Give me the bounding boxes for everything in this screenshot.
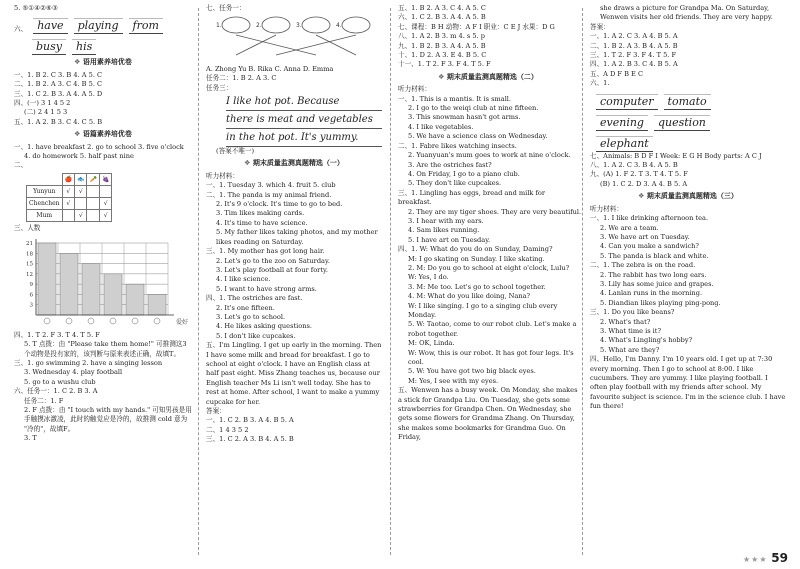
answer-line: 2. Yuanyuan's mum goes to work at nine o'clock. — [408, 151, 571, 160]
answer-line: 一、1. B 2. C 3. B 4. A 5. C — [14, 70, 103, 79]
answer-line: 三、1. My mother has got long hair. — [206, 247, 325, 256]
answer-line: 一、1. C 2. B 3. A 4. B 5. A — [206, 416, 294, 425]
answer-line: A. Zhong Yu B. Rika C. Anna D. Emma — [206, 64, 334, 73]
answer-line: 五、A D F B E C — [590, 69, 643, 78]
tick-label: 15 — [26, 261, 33, 268]
handwriting-row — [590, 89, 786, 110]
answer-line: 2. F 点拨：由 "I touch with my hands." 可知男孩是用手触摸冰激凌，此时的触觉应是冷的，故推测 cold 意为 "冷的"，故填F。 — [24, 405, 192, 433]
answer-line: 六、任务一：1. C 2. B 3. A — [14, 387, 98, 396]
answer-line: 七、任务一： — [206, 4, 246, 12]
bar — [126, 284, 144, 315]
answer-line: 一、1. I like drinking afternoon tea. — [590, 214, 709, 223]
answer-line: 2. M: Do you go to school at eight o'clock, Lulu? — [408, 263, 570, 272]
column-2 — [206, 4, 382, 557]
answer-line: 2. Let's go to the zoo on Saturday. — [216, 256, 330, 265]
answer-line: 听力材料： — [206, 171, 239, 180]
answer-line: 一、1. This is a mantis. It is small. — [398, 94, 512, 103]
answer-block — [590, 152, 786, 190]
column-4 — [590, 4, 786, 557]
handwritten-word: question — [654, 115, 710, 131]
category-icon — [44, 318, 50, 324]
answer-line: 十一、1. T 2. F 3. F 4. T 5. F — [398, 60, 491, 69]
bar — [38, 243, 56, 315]
answer-line: 4. Sam likes running. — [408, 226, 480, 235]
answer-line: 4. He likes asking questions. — [216, 322, 312, 331]
answer-block — [398, 4, 578, 70]
bar — [82, 264, 100, 315]
answer-line: 4. On Friday, I go to a piano club. — [408, 169, 520, 178]
answer-line: M: Yes, I see with my eyes. — [408, 376, 499, 385]
column-divider — [198, 8, 199, 555]
answer-line: 八、1. A 2. B 3. m 4. s 5. p — [398, 32, 485, 41]
answer-line: (B) 1. C 2. D 3. A 4. B 5. A — [600, 179, 688, 188]
answer-line: 4. I like science. — [216, 275, 271, 284]
handwritten-word: evening — [596, 115, 648, 131]
answer-line: 4. I like vegetables. — [408, 122, 474, 131]
answer-block — [590, 205, 786, 412]
answer-line: 5. What are they? — [600, 345, 660, 354]
tick-label: 12 — [26, 272, 33, 279]
section-heading: ❖ 期末质量监测真题精选（一） — [244, 159, 344, 168]
handwriting-row — [14, 34, 192, 55]
section-heading: ❖ 期末质量监测真题精选（二） — [438, 72, 538, 81]
answer-line: 四、(一) 3 1 4 5 2 — [14, 99, 71, 108]
answer-line: 2. The rabbit has two long ears. — [600, 270, 707, 279]
answer-line: 四、1. The ostriches are fast. — [206, 294, 303, 303]
answer-line: 任务三： — [206, 83, 233, 92]
matching-illustration — [206, 13, 376, 61]
table-row: Mum √ √ — [27, 209, 112, 221]
answer-line: 4. What's Lingling's hobby? — [600, 336, 693, 345]
answer-line: 2. What's that? — [600, 317, 651, 326]
answer-line: 5. The panda is black and white. — [600, 251, 709, 260]
answer-line: 三、1. T 2. F 3. F 4. T 5. F — [590, 51, 677, 60]
answer-line: 3. What time is it? — [600, 326, 661, 335]
answer-line: 5. We have a science class on Wednesday. — [408, 132, 548, 141]
answer-line: 五、I'm Lingling. I get up early in the morning. Then I have some milk and bread for breakfast. I go to school at eight o'clock. I have an English class at half past eight. Miss Zhang teaches us, because our English teacher Ms Li isn't well today. She has to rest at home. After school, I want to make a yummy cupcake for her. — [206, 341, 382, 406]
answer-line: 二、 — [14, 161, 28, 170]
bar — [104, 274, 122, 315]
answer-line: 一、1. Tuesday 3. which 4. fruit 5. club — [206, 181, 336, 190]
category-icon — [110, 318, 116, 324]
section-heading: ❖ 语篇素养培优卷 — [74, 130, 132, 139]
tick-label: 3 — [29, 302, 33, 309]
handwritten-word: playing — [74, 18, 123, 34]
handwritten-answer: I like hot pot. Because — [226, 93, 382, 111]
answer-line: (答案不唯一) — [216, 147, 255, 156]
answer-line: 5. W: Taotao, come to our robot club. Let's make a robot together. — [408, 320, 577, 338]
handwritten-word: have — [33, 18, 67, 34]
svg-text:4.: 4. — [336, 22, 342, 30]
answer-line: 5. My father likes taking photos, and my mother likes reading on Saturday. — [216, 228, 378, 246]
answer-block — [206, 172, 382, 445]
answer-line: 5. I don't like cupcakes. — [216, 331, 296, 340]
answer-line: 3. Tim likes making cards. — [216, 209, 305, 218]
handwritten-word: elephant — [596, 136, 653, 152]
answer-line: she draws a picture for Grandpa Ma. On Saturday, Wenwen visits her old friends. They are very happy. — [600, 4, 773, 22]
tick-label: 21 — [26, 241, 33, 248]
answer-line: W: Wow, this is our robot. It has got four legs. It's cool. — [408, 348, 574, 367]
answer-line: 3. Let's play football at four forty. — [216, 265, 328, 274]
handwriting-row — [590, 110, 786, 131]
answer-line: 2. It's one fifteen. — [216, 303, 275, 312]
category-icon — [132, 318, 138, 324]
column-3 — [398, 4, 582, 557]
answer-line: 一、1. A 2. C 3. A 4. B 5. A — [590, 32, 678, 41]
hobby-bar-chart — [14, 235, 189, 327]
answer-line: 六、1. — [590, 79, 610, 88]
answer-line: 七、Animals: B D F I Week: E G H Body parts: A C J — [590, 151, 762, 160]
answer-line: 二、1 4 3 5 2 — [206, 425, 249, 434]
answer-line: 5. I have art on Tuesday. — [408, 235, 491, 244]
answer-line: 三、1. Do you like beans? — [590, 308, 675, 317]
column-divider — [582, 8, 583, 555]
answer-line: 听力材料： — [398, 85, 431, 94]
answer-line: 2. It's 9 o'clock. It's time to go to bed. — [216, 200, 343, 209]
answer-table: 🍎 🐟 🥕 🍇 Yunyun √ √ Chenchen √ √ Mum √ √ — [26, 173, 112, 222]
answer-line: W: I like singing. I go to a singing club every Monday. — [408, 301, 558, 319]
svg-text:3.: 3. — [296, 22, 302, 30]
answer-line: 3. This snowman hasn't got arms. — [408, 113, 521, 122]
svg-text:1.: 1. — [216, 22, 222, 30]
handwritten-word: tomato — [664, 94, 711, 110]
answer-line: 二、1. Fabre likes watching insects. — [398, 141, 517, 150]
answer-line: 5. Diandian likes playing ping-pong. — [600, 298, 721, 307]
tick-label: 18 — [26, 251, 33, 258]
answer-line: 2. They are my tiger shoes. They are very beautiful. — [408, 207, 582, 216]
answer-line: 5. go to a wushu club — [24, 377, 96, 386]
answer-line: W: Yes, I do. — [408, 273, 449, 282]
x-axis-label: 爱好 — [176, 319, 189, 327]
answer-line: 二、1. The panda is my animal friend. — [206, 190, 332, 199]
answer-line: 三、1. C 2. B 3. A 4. A 5. D — [14, 89, 103, 98]
answer-line: 九、(A) 1. F 2. T 3. T 4. T 5. F — [590, 170, 688, 179]
answer-line: (二) 2 4 1 5 3 — [24, 108, 68, 117]
answer-line: 4. M: What do you like doing, Nana? — [408, 292, 531, 301]
answer-line: 5. They don't like cupcakes. — [408, 179, 502, 188]
answer-line: 4. It's time to have science. — [216, 218, 308, 227]
answer-line: 五、Wenwen has a busy week. On Monday, she makes a stick for Grandpa Liu. On Tuesday, she gets some strawberries for Grandpa Chen. On Wednesday, she gets some flowers for Grandma Zhang. On Thursday, she makes some bookmarks for Grandma Guo. On Friday, — [398, 386, 578, 442]
answer-line: 5. I want to have strong arms. — [216, 284, 317, 293]
answer-line: 4. Lanlan runs in the morning. — [600, 289, 703, 298]
answer-line: M: I go skating on Sunday. I like skating. — [408, 254, 545, 263]
answer-line: 三、1. C 2. A 3. B 4. A 5. B — [206, 435, 294, 444]
answer-line: 任务二：1. B 2. A 3. C — [206, 74, 277, 83]
category-icon — [88, 318, 94, 324]
handwritten-word: from — [129, 18, 163, 34]
answer-line: 4. do homework 5. half past nine — [24, 152, 134, 161]
bar — [60, 254, 78, 316]
tick-label: 9 — [29, 282, 33, 289]
table-row: Yunyun √ √ — [27, 185, 112, 197]
answer-line: 八、1. A 2. C 3. B 4. A 5. B — [590, 161, 678, 170]
answer-line: 3. M: Me too. Let's go to school together. — [408, 282, 546, 291]
svg-text:2.: 2. — [256, 22, 262, 30]
answer-line: 3. I hear with my ears. — [408, 216, 484, 225]
answer-line: 4. Can you make a sandwich? — [600, 242, 699, 251]
answer-line: 四、1. A 2. B 3. C 4. B 5. A — [590, 60, 678, 69]
handwriting-row — [14, 13, 192, 34]
answer-line: 3. Are the ostriches fast? — [408, 160, 492, 169]
answer-line: M: OK, Linda. — [408, 339, 455, 348]
answer-line: 5. W: You have got two big black eyes. — [408, 367, 536, 376]
answer-line: 答案： — [206, 407, 226, 415]
answer-line: 四、1. T 2. F 3. T 4. T 5. F — [14, 330, 100, 339]
answer-line: 2. I go to the weiqi club at nine fifteen. — [408, 104, 539, 113]
answer-line: 七、课程：B H 动物：A F I 职业：C E J 水果：D G — [398, 22, 555, 31]
section-heading: ❖ 语用素养培优卷 — [74, 58, 132, 67]
answer-line: 2. We are a team. — [600, 223, 659, 232]
answer-line: 一、1. have breakfast 2. go to school 3. five o'clock — [14, 142, 184, 151]
answer-line: 十、1. D 2. A 3. E 4. B 5. C — [398, 51, 487, 60]
handwritten-word: computer — [596, 94, 658, 110]
answer-block — [590, 4, 786, 89]
handwritten-answer: there is meat and vegetables — [226, 111, 382, 129]
answer-line: 三、1. go swimming 2. have a singing lesson — [14, 358, 163, 367]
table-row: Chenchen √ √ — [27, 197, 112, 209]
answer-line: 3. Lily has some juice and grapes. — [600, 279, 714, 288]
answer-line: 九、1. B 2. B 3. A 4. A 5. B — [398, 41, 486, 50]
answer-line: 3. Wednesday 4. play football — [24, 368, 123, 377]
tick-label: 6 — [29, 292, 33, 299]
answer-line: 二、1. The zebra is on the road. — [590, 261, 696, 270]
handwritten-word: his — [72, 39, 96, 55]
page-number: ★★★ 59 — [742, 551, 788, 565]
answer-line: 5. T 点拨：由 "Please take them home!" 可推测这3个动物是投有家的，该判断与原来表述正确，故填T。 — [24, 340, 187, 358]
answer-line: 五、1. B 2. A 3. C 4. A 5. C — [398, 4, 486, 12]
answer-line: 二、1. B 2. A 3. C 4. B 5. C — [14, 80, 103, 89]
answer-line: 答案： — [590, 22, 610, 31]
answer-line: 听力材料： — [590, 204, 623, 213]
answer-line: 三、1. Lingling has eggs, bread and milk for breakfast. — [398, 188, 546, 207]
chart-ylabel: 人数 — [27, 223, 41, 232]
handwriting-row — [590, 131, 786, 152]
answer-line: 5. ⑤①④②⑥③ — [14, 4, 58, 12]
handwritten-answer: in the hot pot. It's yummy. — [226, 129, 382, 147]
column-1: 5. ⑤①④②⑥③ 六、 have playing from busy his ❖ 语用素养培优卷 一、1. B 2. C 3. B 4. A 5. C 二、1. B 2. A 3. C 4. B 5. C 三、1. C 2. B 3. A 4. A 5. D 四、(一) 3 1 4 5 2 (二) 2 4 1 5 3 五、1. A 2. B 3. C 4. C 5. B ❖ 语篇素养培优卷 一、1. have breakfast 2. go to school 3. five o'clock 4. do homework 5. half past nine 二、 🍎 🐟 🥕 🍇 Yunyun √ √ Chenchen √ √ Mum √ √ 三、人数 3 6 9 12 15 18 21 爱好 四、1. T 2. F 3. T 4. T 5. F 5. T 点拨：由 "Please take them home!" 可推测这3个动物是投有家的，该判断与原来表述正确，故填T。 三、1. go swimming 2. have a singing lesson 3. Wednesday 4. play football 5. go to a wushu club 六、任务一：1. C 2. B 3. A 任务二：1. F 2. F 点拨：由 "I touch with my hands." 可知男孩是用手触摸冰激凌，此时的触觉应是冷的，故推测 cold 意为 "冷的"，故填F。 3. T — [14, 4, 192, 443]
answer-block — [398, 85, 582, 442]
answer-line: 五、1. A 2. B 3. C 4. C 5. B — [14, 117, 103, 126]
category-icon — [154, 318, 160, 324]
column-divider — [390, 8, 391, 555]
answer-line: 二、1. B 2. A 3. B 4. A 5. B — [590, 41, 678, 50]
answer-line: 四、Hello, I'm Danny. I'm 10 years old. I get up at 7:30 every morning. Then I go to school at 8:00. I like cucumbers. They are yummy. I like playing football. I often play football with my friends after school. My favourite subject is science. I'm in the science club. I have fun there! — [590, 355, 786, 411]
bar — [148, 295, 166, 316]
category-icon — [66, 318, 72, 324]
answer-line: 四、1. W: What do you do on Sunday, Daming? — [398, 245, 553, 254]
answer-line: 任务二：1. F — [24, 396, 64, 405]
question-number: 六、 — [14, 25, 28, 33]
answer-line: 3. We have art on Tuesday. — [600, 232, 690, 241]
answer-line: 3. Let's go to school. — [216, 312, 286, 321]
answer-line: 六、1. C 2. B 3. A 4. A 5. B — [398, 13, 486, 22]
answer-line: 3. T — [24, 434, 37, 443]
handwritten-word: busy — [32, 39, 66, 55]
section-heading: ❖ 期末质量监测真题精选（三） — [638, 192, 738, 201]
